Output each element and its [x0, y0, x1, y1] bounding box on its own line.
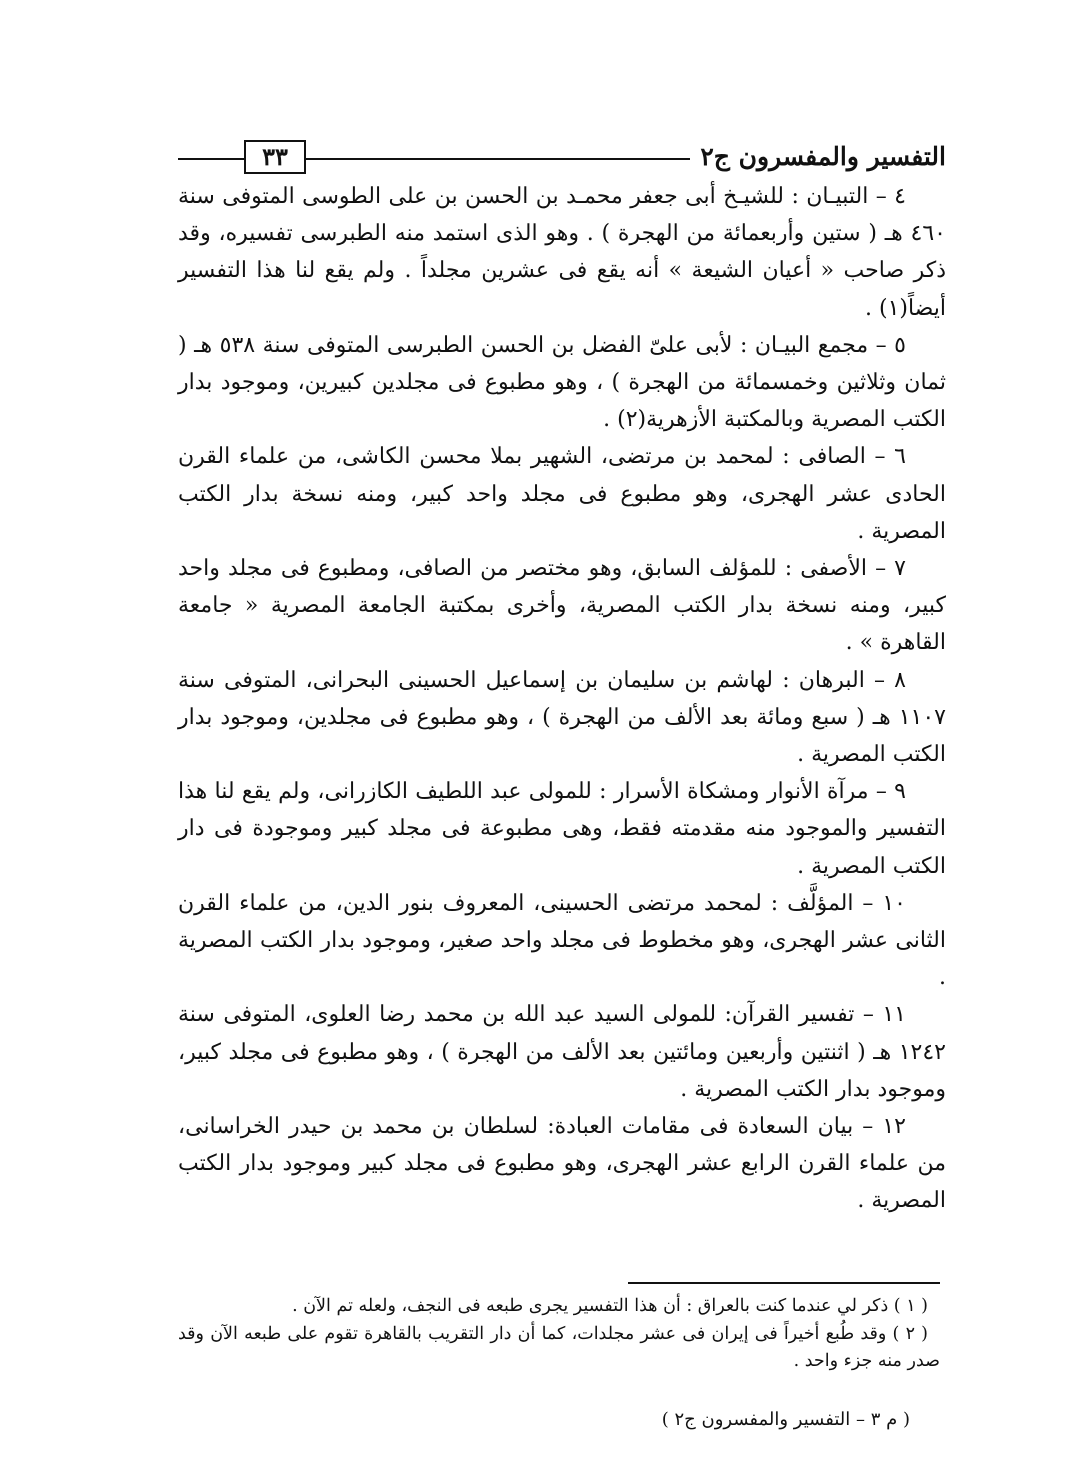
footnote-separator [628, 1282, 940, 1284]
entry-5 [178, 327, 946, 439]
entry-body: للمولى عبد اللطيف الكازرانى، ولم يقع لنا هذا التفسير والموجود منه مقدمته فقط، وهى مطبوعة فى مجلد كبير وموجودة فى دار الكتب المصرية . [178, 779, 946, 879]
entry-body: لمحمد بن مرتضى، الشهير بملا محسن الكاشى، من علماء القرن الحادى عشر الهجرى، وهو مطبوع فى مجلد واحد كبير، ومنه نسخة بدار الكتب المصرية . [178, 444, 946, 544]
entry-title: ١٠ – المؤلَّف : [770, 890, 906, 916]
entry-title: ١٢ – بيان السعادة فى مقامات العبادة: [547, 1114, 906, 1140]
entry-body: لأبى علىّ الفضل بن الحسن الطبرسى المتوفى سنة ٥٣٨ هـ ( ثمان وثلاثين وخمسمائة من الهجرة ) ، وهو مطبوع فى مجلدين كبيرين، وموجود بدار الكتب المصرية وبالمكتبة الأزهرية(٢) . [178, 332, 946, 433]
signature-mark: ( م ٣ – التفسير والمفسرون ج٢ ) [661, 1409, 910, 1430]
entry-12 [178, 1108, 946, 1220]
entry-title: ٤ – التبيـان : [791, 184, 906, 209]
page-header [178, 138, 946, 178]
entry-title: ٦ – الصافى : [782, 444, 906, 470]
running-title: التفسير والمفسرون ج٢ [690, 140, 946, 174]
entry-body: لمحمد مرتضى الحسينى، المعروف بنور الدين، من علماء القرن الثانى عشر الهجرى، وهو مخطوط فى مجلد واحد صغير، وموجود بدار الكتب المصرية . [178, 890, 946, 991]
footnotes [178, 1293, 940, 1376]
entry-title: ٧ – الأصفى : [784, 556, 906, 582]
entry-title: ٩ – مرآة الأنوار ومشكاة الأسرار : [599, 779, 906, 805]
entry-body: للمؤلف السابق، وهو مختصر من الصافى، ومطبوع فى مجلد واحد كبير، ومنه نسخة بدار الكتب المصرية، وأخرى بمكتبة الجامعة المصرية « جامعة القاهرة » . [178, 556, 946, 656]
entry-title: ٥ – مجمع البيـان : [739, 332, 906, 358]
entry-9 [178, 773, 946, 885]
entry-body: لسلطان بن محمد بن حيدر الخراسانى، من علماء القرن الرابع عشر الهجرى، وهو مطبوع فى مجلد كبير وموجود بدار الكتب المصرية . [178, 1114, 946, 1214]
entry-body: لهاشم بن سليمان بن إسماعيل الحسينى البحرانى، المتوفى سنة ١١٠٧ هـ ( سبع ومائة بعد الألف من الهجرة ) ، وهو مطبوع فى مجلدين، وموجود بدار الكتب المصرية . [178, 667, 946, 768]
entry-body: للمولى السيد عبد الله بن محمد رضا العلوى، المتوفى سنة ١٢٤٢ هـ ( اثنتين وأربعين ومائتين بعد الألف من الهجرة ) ، وهو مطبوع فى مجلد كبير، وموجود بدار الكتب المصرية . [178, 1002, 946, 1102]
entry-7 [178, 550, 946, 662]
entry-body: للشيـخ أبى جعفر محمـد بن الحسن بن على الطوسى المتوفى سنة ٤٦٠ هـ ( ستين وأربعمائة من الهجرة ) . وهو الذى استمد منه الطبرسى تفسيره، وقد ذكر صاحب « أعيان الشيعة » أنه يقع فى عشرين مجلداً . ولم يقع لنا هذا التفسير أيضاً(١) . [178, 184, 946, 321]
entry-4 [178, 178, 946, 327]
entry-8 [178, 662, 946, 774]
entry-title: ٨ – البرهان : [782, 667, 906, 693]
footnote-1: ( ١ ) ذكر لي عندما كنت بالعراق : أن هذا التفسير يجرى طبعه فى النجف، ولعله تم الآن . [292, 1296, 928, 1316]
entry-11 [178, 996, 946, 1108]
footnote-2: ( ٢ ) وقد طُبع أخيراً فى إيران فى عشر مجلدات، كما أن دار التقريب بالقاهرة تقوم على طبعه الآن وقد صدر منه جزء واحد . [178, 1323, 940, 1371]
page-number: ٣٣ [244, 140, 306, 174]
main-text [178, 178, 946, 1220]
entry-6 [178, 438, 946, 550]
entry-title: ١١ – تفسير القرآن: [724, 1002, 906, 1028]
entry-10 [178, 885, 946, 997]
